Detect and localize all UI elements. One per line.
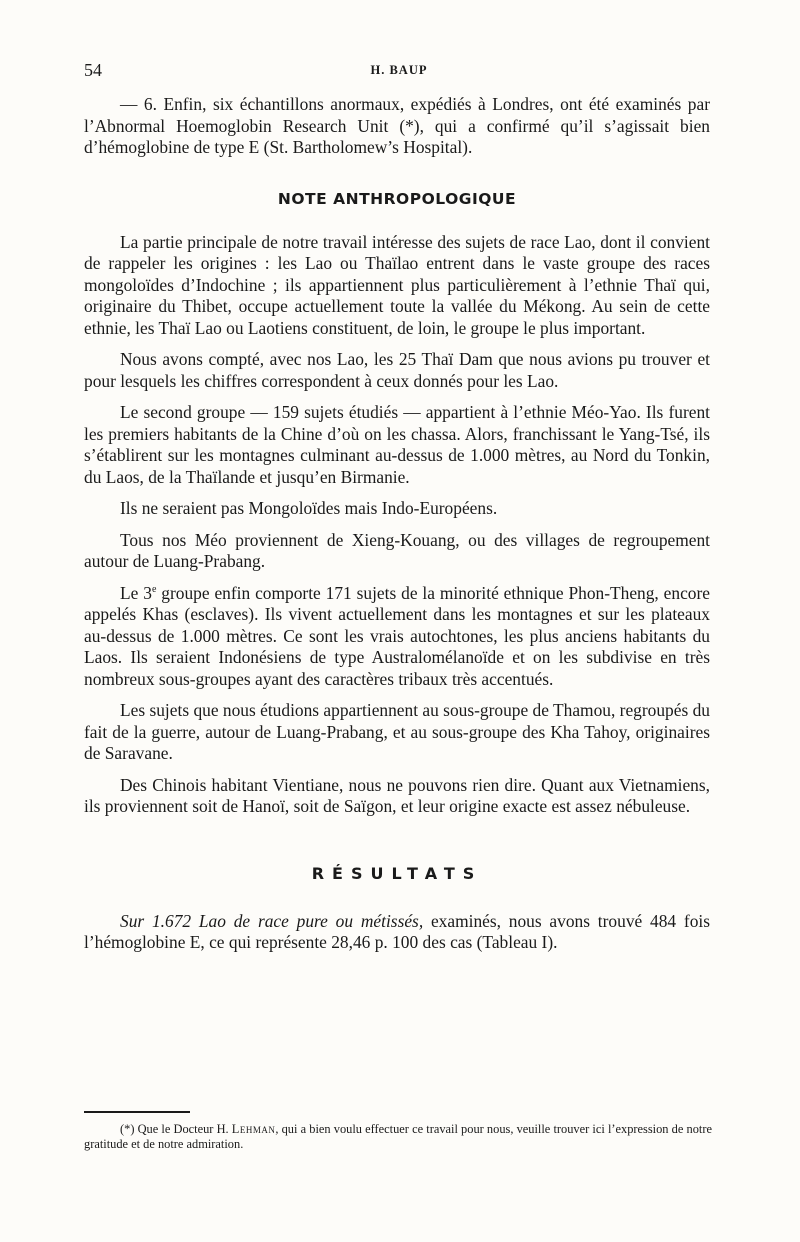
paragraph-xieng-kouang: Tous nos Méo proviennent de Xieng-Kouang, ou des villages de regroupement autour de Luang-Prabang. bbox=[84, 529, 710, 571]
paragraph-thai-dam: Nous avons compté, avec nos Lao, les 25 Thaï Dam que nous avions pu trouver et pour lesquels les chiffres correspondent à ceux donnés pour les Lao. bbox=[84, 349, 710, 391]
page-header bbox=[84, 60, 714, 84]
footnote-name: Lehman bbox=[231, 1122, 276, 1136]
paragraph-chinois: Des Chinois habitant Vientiane, nous ne pouvons rien dire. Quant aux Vietnamiens, ils proviennent soit de Hanoï, soit de Saïgon, et leur origine exacte est assez nébuleuse. bbox=[84, 774, 710, 816]
third-group-text: groupe enfin comporte 171 sujets de la minorité ethnique Phon-Theng, encore appelés Khas (esclaves). Ils vivent actuellement dans les montagnes et sur les plateaux au-dessus de 1.000 mètres. Ce sont les vrais autochtones, les plus anciens habitants du Laos. Ils seraient Indonésiens de type Australomélanoïde et on les subdivise en très nombreux sous-groupes ayant des caractères tribaux très accentués. bbox=[84, 582, 711, 689]
running-head: H. BAUP bbox=[370, 63, 428, 77]
paragraph-indo-europeens: Ils ne seraient pas Mongoloïdes mais Indo-Européens. bbox=[120, 498, 498, 518]
superscript-e: e bbox=[151, 583, 157, 595]
paragraph-thamou: Les sujets que nous étudions appartiennent au sous-groupe de Thamou, regroupés du fait de la guerre, autour de Luang-Prabang, et au sous-groupe des Kha Tahoy, originaires de Saravane. bbox=[84, 700, 710, 763]
third-group-lead: Le 3 bbox=[120, 582, 152, 603]
paragraph-third-group bbox=[84, 583, 710, 691]
resultats-italic-lead: Sur 1.672 Lao de race pure ou métissés, bbox=[120, 910, 424, 931]
footnote-lead: (*) Que le Docteur H. bbox=[120, 1122, 232, 1136]
paragraph-meo-yao: Le second groupe — 159 sujets étudiés — appartient à l’ethnie Méo-Yao. Ils furent les premiers habitants de la Chine d’où on les chassa. Alors, franchissant le Yang-Tsé, ils s’établirent sur les montagnes culminant au-dessus de 1.000 mètres, au Nord du Tonkin, du Laos, de la Thaïlande et jusqu’en Birmanie. bbox=[84, 402, 710, 487]
footnote bbox=[84, 1122, 712, 1152]
paragraph-lao: La partie principale de notre travail intéresse des sujets de race Lao, dont il convient de rappeler les origines : les Lao ou Thaïlao entrent dans le vaste groupe des races mongoloïdes d’Indochine ; ils appartiennent plus particulièrement à l’ethnie Thaï qui, originaire du Thibet, occupe actuellement toute la vallée du Mékong. Au sein de cette ethnie, les Thaï Lao ou Laotiens constituent, de loin, le groupe le plus important. bbox=[84, 231, 710, 338]
item-6-paragraph: — 6. Enfin, six échantillons anormaux, expédiés à Londres, ont été examinés par l’Abnormal Hoemoglobin Research Unit (*), qui a confirmé qu’il s’agissait bien d’hémoglobine de type E (St. Bartholomew’s Hospital). bbox=[84, 94, 710, 157]
footnote-rule bbox=[84, 1111, 190, 1113]
footnote-text: , qui a bien voulu effectuer ce travail pour nous, veuille trouver ici l’expression de notre gratitude et de notre admiration. bbox=[84, 1122, 712, 1151]
resultats-text: examinés, nous avons trouvé 484 fois l’hémoglobine E, ce qui représente 28,46 p. 100 des cas (Tableau I). bbox=[84, 910, 710, 952]
paragraph-resultats bbox=[84, 911, 710, 954]
section-heading-note-anthropologique: NOTE ANTHROPOLOGIQUE bbox=[277, 189, 517, 208]
article-body bbox=[84, 94, 710, 954]
section-heading-resultats: RÉSULTATS bbox=[311, 863, 483, 883]
page-number: 54 bbox=[84, 60, 102, 80]
